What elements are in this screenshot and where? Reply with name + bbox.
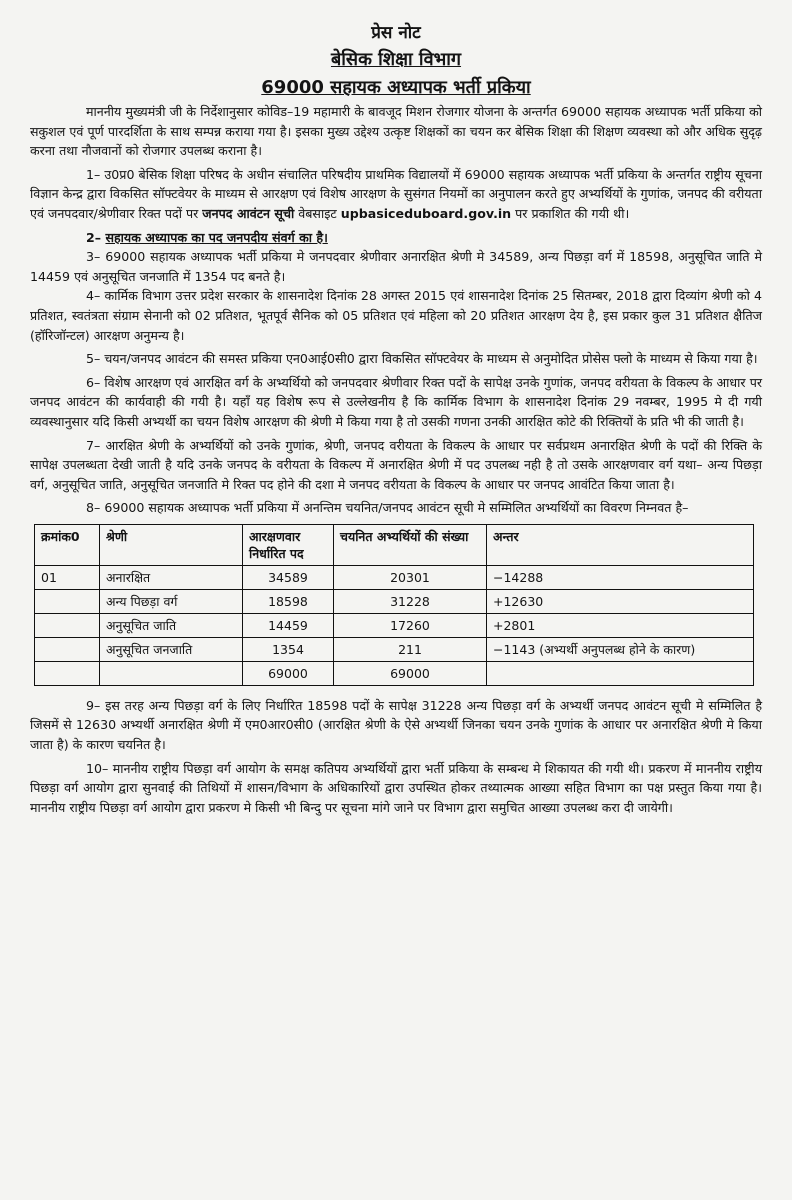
cell-category: [100, 661, 243, 685]
cell-total-selected: 69000: [334, 661, 487, 685]
district-allotment-list: जनपद आवंटन सूची: [202, 205, 295, 221]
cell-serial: [35, 637, 100, 661]
header-selected-count: चयनित अभ्यर्थियों की संख्या: [334, 524, 487, 565]
table-row: [35, 613, 754, 637]
cell-selected: 17260: [334, 613, 487, 637]
cell-category: अनुसूचित जाति: [100, 613, 243, 637]
point-4: 4– कार्मिक विभाग उत्तर प्रदेश सरकार के शासनादेश दिनांक 28 अगस्त 2015 एवं शासनादेश दिनांक 25 सितम्बर, 2018 द्वारा दिव्यांग श्रेणी को 4 प्रतिशत, स्वतंत्रता संग्राम सेनानी को 02 प्रतिशत, भूतपूर्व सैनिक को 05 प्रतिशत एवं महिला को 20 प्रतिशत आरक्षण देय है, इस प्रकार कुल 31 प्रतिशत क्षैतिज (हॉरिजॉन्टल) आरक्षण अनुमन्य है।: [30, 288, 762, 343]
cell-posts: 34589: [243, 565, 334, 589]
cell-selected: 20301: [334, 565, 487, 589]
cell-posts: 14459: [243, 613, 334, 637]
cell-total-posts: 69000: [243, 661, 334, 685]
cell-difference: −1143 (अभ्यर्थी अनुपलब्ध होने के कारण): [487, 637, 754, 661]
cell-posts: 18598: [243, 589, 334, 613]
press-note-title: प्रेस नोट: [371, 23, 421, 43]
cell-serial: [35, 661, 100, 685]
point-2: [30, 228, 762, 248]
table-row: [35, 637, 754, 661]
point-1: [30, 165, 762, 224]
cell-category: अन्य पिछड़ा वर्ग: [100, 589, 243, 613]
cell-difference: −14288: [487, 565, 754, 589]
subject-heading: 69000 सहायक अध्यापक भर्ती प्रकिया: [261, 77, 531, 98]
point-1-text: 1– उ0प्र0 बेसिक शिक्षा परिषद के अधीन संचालित परिषदीय प्राथमिक विद्यालयों में 69000 सहायक अध्यापक भर्ती प्रकिया के अन्तर्गत राष्ट्रीय सूचना विज्ञान केन्द्र द्वारा विकसित सॉफ्टवेयर के माध्यम से आरक्षण एवं विशेष आरक्षण के सुसंगत नियमों का अनुपालन करते हुए अभ्यर्थियों के गुणांक, जनपद की वरीयता एवं जनपदवार/श्रेणीवार रिक्त पदों पर: [30, 166, 762, 221]
cell-difference: +2801: [487, 613, 754, 637]
website-url: upbasiceduboard.gov.in: [340, 205, 512, 221]
point-7: 7– आरक्षित श्रेणी के अभ्यर्थियों को उनके गुणांक, श्रेणी, जनपद वरीयता के विकल्प के आधार पर सर्वप्रथम अनारक्षित श्रेणी के पदों की रिक्ति के सापेक्ष उपलब्धता देखी जाती है यदि उनके जनपद के वरीयता के विकल्प में अनारक्षित श्रेणी में पद उपलब्ध नही है तो उसके आरक्षणवार वर्ग यथा– अन्य पिछड़ा वर्ग, अनुसूचित जाति, अनुसूचित जनजाति मे रिक्त पद होने की दशा मे जनपद वरीयता के विकल्प के आधार पर जनपद आवंटित किया जाता है।: [30, 437, 762, 492]
cell-serial: [35, 589, 100, 613]
allotment-table: [34, 524, 754, 686]
point-2-text: सहायक अध्यापक का पद जनपदीय संवर्ग का है।: [105, 229, 328, 245]
table-row: [35, 589, 754, 613]
header-serial: क्रमांक0: [35, 524, 100, 565]
website-word: वेबसाइट: [298, 205, 337, 221]
cell-category: अनारक्षित: [100, 565, 243, 589]
point-6: 6– विशेष आरक्षण एवं आरक्षित वर्ग के अभ्यर्थियो को जनपदवार श्रेणीवार रिक्त पदों के सापेक्ष उनके गुणांक, जनपद वरीयता के विकल्प के आधार पर जनपद आवंटन की कार्यवाही की गयी है। यहाँ यह विशेष रूप से उल्लेखनीय है कि कार्मिक विभाग के शासनादेश दिनांक 29 नवम्बर, 1995 मे दी गयी व्यवस्थानुसार यदि किसी अभ्यर्थी का चयन विशेष आरक्षण की श्रेणी मे किया गया है तो उसकी गणना उनकी आरक्षित कोटे की रिक्तियों के प्रति भी की जाती है।: [30, 374, 762, 429]
point-1-end: पर प्रकाशित की गयी थी।: [515, 205, 630, 221]
cell-difference: [487, 661, 754, 685]
cell-category: अनुसूचित जनजाति: [100, 637, 243, 661]
cell-serial: 01: [35, 565, 100, 589]
cell-selected: 211: [334, 637, 487, 661]
point-8: 8– 69000 सहायक अध्यापक भर्ती प्रकिया में अनन्तिम चयनित/जनपद आवंटन सूची मे सम्मिलित अभ्यर्थियों का विवरण निम्नवत है–: [86, 500, 689, 516]
point-10: 10– माननीय राष्ट्रीय पिछड़ा वर्ग आयोग के समक्ष कतिपय अभ्यर्थियों द्वारा भर्ती प्रकिया के सम्बन्ध मे शिकायत की गयी थी। प्रकरण में माननीय राष्ट्रीय पिछड़ा वर्ग आयोग द्वारा सुनवाई की तिथियों में शासन/विभाग के अधिकारियों द्वारा उपस्थित होकर तथ्यात्मक आख्या सहित विभाग का पक्ष प्रस्तुत किया गया है। माननीय राष्ट्रीय पिछड़ा वर्ग आयोग द्वारा प्रकरण मे किसी भी बिन्दु पर सूचना मांगे जाने पर विभाग द्वारा समुचित आख्या उपलब्ध करा दी जायेगी।: [30, 760, 762, 815]
header-reserved-posts: आरक्षणवार निर्धारित पद: [243, 524, 334, 565]
point-5: 5– चयन/जनपद आवंटन की समस्त प्रकिया एन0आई0सी0 द्वारा विकसित सॉफ्टवेयर के माध्यम से अनुमोदित प्रोसेस फ्लो के माध्यम से किया गया है।: [86, 351, 758, 367]
cell-selected: 31228: [334, 589, 487, 613]
table-row: [35, 565, 754, 589]
document-header: [30, 20, 762, 102]
point-2-number: 2–: [86, 229, 102, 245]
department-name: बेसिक शिक्षा विभाग: [330, 49, 462, 70]
table-total-row: [35, 661, 754, 685]
intro-paragraph: माननीय मुख्यमंत्री जी के निर्देशानुसार कोविड–19 महामारी के बावजूद मिशन रोजगार योजना के अन्तर्गत 69000 सहायक अध्यापक भर्ती प्रकिया को सकुशल एवं पूर्ण पारदर्शिता के साथ सम्पन्न कराया गया है। इसका मुख्य उद्देश्य उत्कृष्ट शिक्षकों का चयन कर बेसिक शिक्षा की शिक्षण व्यवस्था को और अधिक सुदृढ़ करना तथा नौजवानों को रोजगार उपलब्ध कराना है।: [30, 104, 762, 159]
cell-posts: 1354: [243, 637, 334, 661]
header-category: श्रेणी: [100, 524, 243, 565]
cell-serial: [35, 613, 100, 637]
table-header-row: [35, 524, 754, 565]
cell-difference: +12630: [487, 589, 754, 613]
point-3: 3– 69000 सहायक अध्यापक भर्ती प्रकिया मे जनपदवार श्रेणीवार अनारक्षित श्रेणी मे 34589, अन्य पिछड़ा वर्ग में 18598, अनुसूचित जाति मे 14459 एवं अनुसूचित जनजाति में 1354 पद बनते है।: [30, 249, 762, 284]
point-9: 9– इस तरह अन्य पिछड़ा वर्ग के लिए निर्धारित 18598 पदों के सापेक्ष 31228 अन्य पिछड़ा वर्ग के अभ्यर्थी जनपद आवंटन सूची मे सम्मिलित है जिसमें से 12630 अभ्यर्थी अनारक्षित श्रेणी में एम0आर0सी0 (आरक्षित श्रेणी के ऐसे अभ्यर्थी जिनका चयन उनके गुणांक के आधार पर अनारक्षित श्रेणी मे किया जाता है) के कारण चयनित है।: [30, 697, 762, 753]
header-difference: अन्तर: [487, 524, 754, 565]
